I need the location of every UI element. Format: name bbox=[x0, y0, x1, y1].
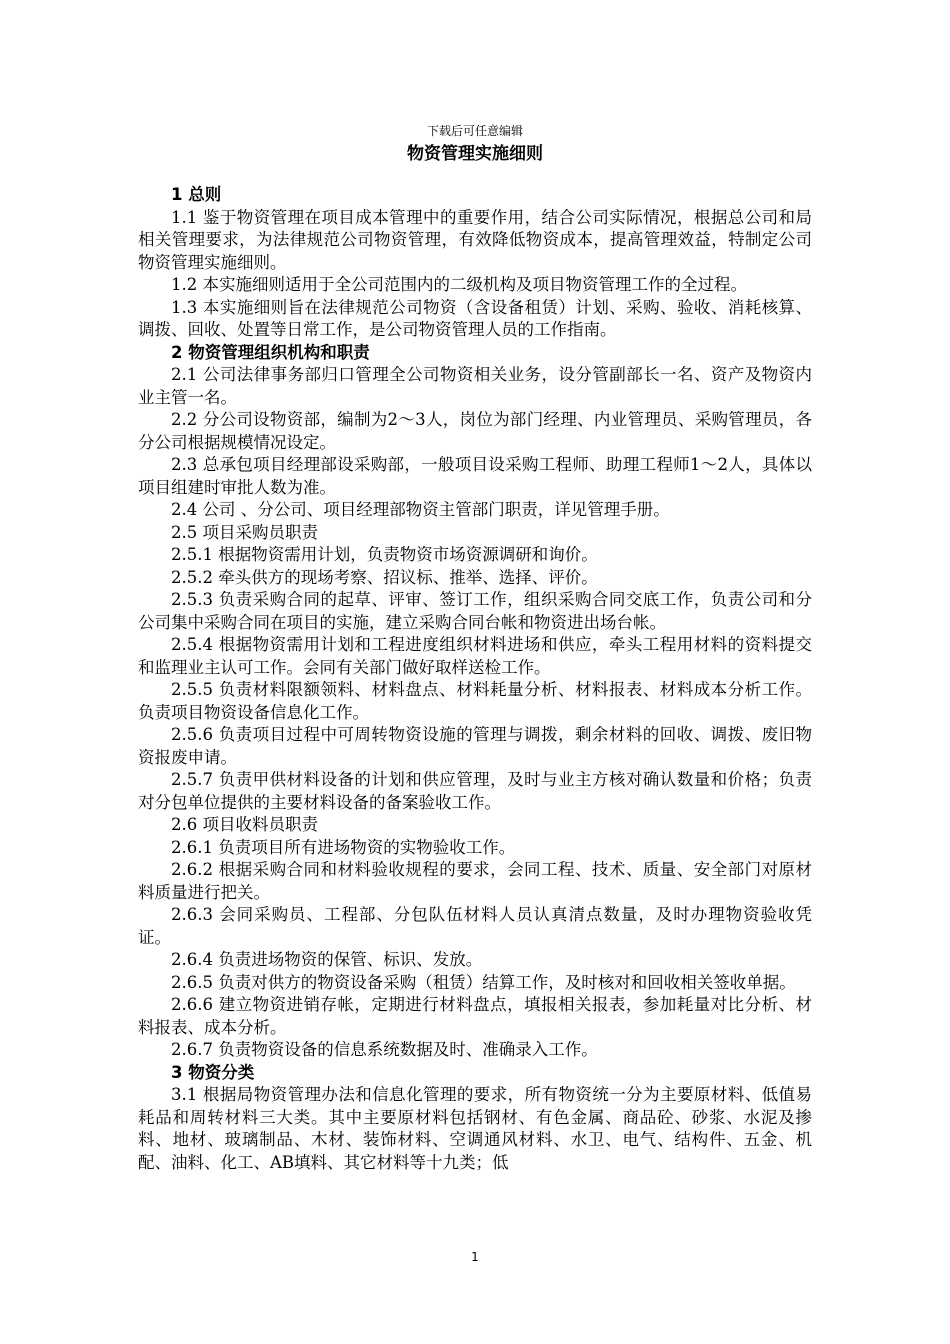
paragraph: 2.5.5 负责材料限额领料、材料盘点、材料耗量分析、材料报表、材料成本分析工作。负责项目物资设备信息化工作。 bbox=[138, 680, 812, 722]
paragraph: 2.5.7 负责甲供材料设备的计划和供应管理，及时与业主方核对确认数量和价格；负责对分包单位提供的主要材料设备的备案验收工作。 bbox=[138, 770, 812, 812]
header-note: 下载后可任意编辑 bbox=[426, 124, 523, 138]
paragraph: 2.6.4 负责进场物资的保管、标识、发放。 bbox=[171, 950, 483, 969]
paragraph: 2.5.6 负责项目过程中可周转物资设施的管理与调拨，剩余材料的回收、调拨、废旧物资报废申请。 bbox=[138, 725, 812, 767]
paragraph: 2.1 公司法律事务部归口管理全公司物资相关业务，设分管副部长一名、资产及物资内业主管一名。 bbox=[138, 365, 812, 407]
paragraph: 2.2 分公司设物资部，编制为2～3人，岗位为部门经理、内业管理员、采购管理员，各分公司根据规模情况设定。 bbox=[138, 410, 812, 452]
paragraph: 2.5.1 根据物资需用计划，负责物资市场资源调研和询价。 bbox=[171, 545, 598, 564]
page-number: 1 bbox=[471, 1250, 479, 1264]
section-heading: 2 物资管理组织机构和职责 bbox=[171, 342, 370, 362]
paragraph: 2.6.1 负责项目所有进场物资的实物验收工作。 bbox=[171, 837, 516, 857]
document-title: 物资管理实施细则 bbox=[407, 144, 543, 164]
section-heading: 1 总则 bbox=[171, 185, 222, 204]
paragraph: 2.6 项目收料员职责 bbox=[171, 815, 318, 834]
paragraph: 2.5.4 根据物资需用计划和工程进度组织材料进场和供应，牵头工程用材料的资料提交和监理业主认可工作。会同有关部门做好取样送检工作。 bbox=[138, 635, 812, 677]
paragraph: 3.1 根据局物资管理办法和信息化管理的要求，所有物资统一分为主要原材料、低值易耗品和周转材料三大类。其中主要原材料包括钢材、有色金属、商品砼、砂浆、水泥及掺料、地材、玻璃制品、木材、装饰材料、空调通风材料、水卫、电气、结构件、五金、机配、油料、化工、AB填料、其它材料等十九类；低 bbox=[138, 1085, 812, 1172]
paragraph: 2.6.3 会同采购员、工程部、分包队伍材料人员认真清点数量，及时办理物资验收凭证。 bbox=[138, 905, 812, 947]
paragraph: 2.5.3 负责采购合同的起草、评审、签订工作，组织采购合同交底工作，负责公司和分公司集中采购合同在项目的实施，建立采购合同台帐和物资进出场台帐。 bbox=[138, 590, 812, 632]
paragraph: 2.5.2 牵头供方的现场考察、招议标、推举、选择、评价。 bbox=[171, 567, 598, 587]
paragraph: 2.5 项目采购员职责 bbox=[171, 522, 318, 542]
document-body bbox=[138, 184, 812, 1174]
paragraph: 1.2 本实施细则适用于全公司范围内的二级机构及项目物资管理工作的全过程。 bbox=[171, 275, 747, 294]
section-heading: 3 物资分类 bbox=[171, 1062, 255, 1082]
paragraph: 2.6.2 根据采购合同和材料验收规程的要求，会同工程、技术、质量、安全部门对原材料质量进行把关。 bbox=[138, 860, 812, 902]
paragraph: 2.6.6 建立物资进销存帐，定期进行材料盘点，填报相关报表，参加耗量对比分析、材料报表、成本分析。 bbox=[138, 995, 812, 1037]
paragraph: 1.3 本实施细则旨在法律规范公司物资（含设备租赁）计划、采购、验收、消耗核算、调拨、回收、处置等日常工作，是公司物资管理人员的工作指南。 bbox=[138, 297, 812, 339]
paragraph: 1.1 鉴于物资管理在项目成本管理中的重要作用，结合公司实际情况，根据总公司和局相关管理要求，为法律规范公司物资管理，有效降低物资成本，提高管理效益，特制定公司物资管理实施细则。 bbox=[138, 207, 812, 272]
paragraph: 2.3 总承包项目经理部设采购部，一般项目设采购工程师、助理工程师1～2人，具体以项目组建时审批人数为准。 bbox=[138, 455, 812, 497]
paragraph: 2.6.7 负责物资设备的信息系统数据及时、准确录入工作。 bbox=[171, 1040, 598, 1059]
paragraph: 2.6.5 负责对供方的物资设备采购（租赁）结算工作，及时核对和回收相关签收单据。 bbox=[171, 972, 796, 992]
paragraph: 2.4 公司 、分公司、项目经理部物资主管部门职责，详见管理手册。 bbox=[171, 500, 670, 519]
